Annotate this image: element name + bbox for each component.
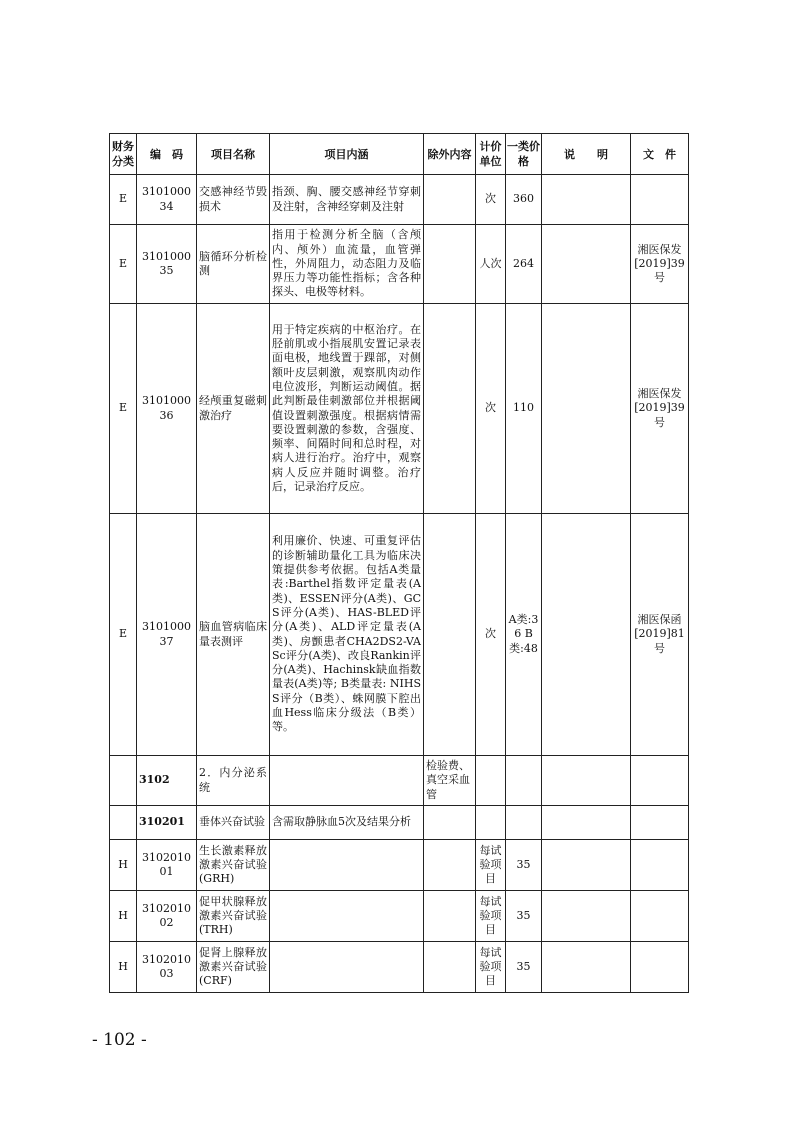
content-cell: 含需取静脉血5次及结果分析 [270, 806, 424, 840]
code-cell: 310201002 [137, 891, 197, 942]
code-cell: 310100035 [137, 225, 197, 304]
table-row [110, 304, 689, 514]
content-cell [270, 891, 424, 942]
price-cell: A类:36 B类:48 [506, 514, 542, 756]
category-cell: H [110, 840, 137, 891]
unit-cell: 每试验项目 [476, 942, 506, 993]
unit-cell: 次 [476, 175, 506, 225]
code-cell: 3102 [137, 756, 197, 806]
name-cell: 交感神经节毁损术 [197, 175, 270, 225]
note-cell [542, 891, 631, 942]
page-number: - 102 - [92, 1030, 147, 1050]
unit-cell: 次 [476, 304, 506, 514]
note-cell [542, 514, 631, 756]
excluded-cell [424, 514, 476, 756]
category-cell: H [110, 891, 137, 942]
name-cell: 垂体兴奋试验 [197, 806, 270, 840]
table-row [110, 514, 689, 756]
code-cell: 310201 [137, 806, 197, 840]
price-cell [506, 806, 542, 840]
price-cell: 110 [506, 304, 542, 514]
note-cell [542, 304, 631, 514]
note-cell [542, 840, 631, 891]
header-price: 一类价格 [506, 134, 542, 175]
category-cell: E [110, 225, 137, 304]
header-excluded: 除外内容 [424, 134, 476, 175]
document-cell [631, 942, 689, 993]
excluded-cell [424, 891, 476, 942]
price-cell: 35 [506, 840, 542, 891]
content-cell: 指用于检测分析全脑（含颅内、颅外）血流量，血管弹性，外周阻力，动态阻力及临界压力等功能性指标；含各种探头、电极等材料。 [270, 225, 424, 304]
excluded-cell [424, 942, 476, 993]
note-cell [542, 225, 631, 304]
excluded-cell [424, 840, 476, 891]
price-cell [506, 756, 542, 806]
excluded-cell: 检验费、真空采血管 [424, 756, 476, 806]
code-cell: 310100036 [137, 304, 197, 514]
table-header-row [110, 134, 689, 175]
unit-cell [476, 806, 506, 840]
name-cell: 2．内分泌系统 [197, 756, 270, 806]
content-cell [270, 840, 424, 891]
document-cell [631, 891, 689, 942]
content-cell [270, 756, 424, 806]
note-cell [542, 175, 631, 225]
unit-cell: 人次 [476, 225, 506, 304]
name-cell: 促甲状腺释放激素兴奋试验(TRH) [197, 891, 270, 942]
name-cell: 促肾上腺释放激素兴奋试验(CRF) [197, 942, 270, 993]
document-cell: 湘医保函[2019]81号 [631, 514, 689, 756]
table-row [110, 840, 689, 891]
name-cell: 经颅重复磁刺激治疗 [197, 304, 270, 514]
header-code: 编 码 [137, 134, 197, 175]
name-cell: 生长激素释放激素兴奋试验(GRH) [197, 840, 270, 891]
category-cell [110, 756, 137, 806]
excluded-cell [424, 225, 476, 304]
code-cell: 310201003 [137, 942, 197, 993]
header-name: 项目名称 [197, 134, 270, 175]
code-cell: 310100034 [137, 175, 197, 225]
category-cell: E [110, 514, 137, 756]
excluded-cell [424, 806, 476, 840]
note-cell [542, 806, 631, 840]
document-cell [631, 175, 689, 225]
unit-cell: 每试验项目 [476, 840, 506, 891]
document-cell [631, 756, 689, 806]
document-cell: 湘医保发[2019]39号 [631, 225, 689, 304]
table-row [110, 891, 689, 942]
table-row [110, 756, 689, 806]
category-cell: E [110, 304, 137, 514]
category-cell: E [110, 175, 137, 225]
price-cell: 264 [506, 225, 542, 304]
document-cell: 湘医保发[2019]39号 [631, 304, 689, 514]
table-row [110, 942, 689, 993]
name-cell: 脑血管病临床量表测评 [197, 514, 270, 756]
category-cell [110, 806, 137, 840]
unit-cell [476, 756, 506, 806]
price-cell: 360 [506, 175, 542, 225]
excluded-cell [424, 304, 476, 514]
name-cell: 脑循环分析检测 [197, 225, 270, 304]
header-unit: 计价单位 [476, 134, 506, 175]
excluded-cell [424, 175, 476, 225]
category-cell: H [110, 942, 137, 993]
content-cell [270, 942, 424, 993]
price-cell: 35 [506, 891, 542, 942]
header-note: 说 明 [542, 134, 631, 175]
document-cell [631, 806, 689, 840]
note-cell [542, 756, 631, 806]
table-row [110, 225, 689, 304]
header-content: 项目内涵 [270, 134, 424, 175]
header-category: 财务分类 [110, 134, 137, 175]
content-cell: 利用廉价、快速、可重复评估的诊断辅助量化工具为临床决策提供参考依据。包括A类量表:Barthel指数评定量表(A类)、ESSEN评分(A类)、GCS评分(A类)、HAS-BLED评分(A类)、ALD评定量表(A类)、房颤患者CHA2DS2-VASc评分(A类)、改良Rankin评分(A类)、Hachinsk缺血指数量表(A类)等; B类量表: NIHSS评分（B类）、蛛网膜下腔出血Hess临床分级法（B类）等。 [270, 514, 424, 756]
content-cell: 用于特定疾病的中枢治疗。在胫前肌或小指展肌安置记录表面电极，地线置于踝部，对侧额叶皮层刺激，观察肌肉动作电位波形，判断运动阈值。据此判断最佳刺激部位并根据阈值设置刺激强度。根据病情需要设置刺激的参数，含强度、频率、间隔时间和总时程，对病人进行治疗。治疗中，观察病人反应并随时调整。治疗后，记录治疗反应。 [270, 304, 424, 514]
content-cell: 指颈、胸、腰交感神经节穿刺及注射，含神经穿刺及注射 [270, 175, 424, 225]
unit-cell: 每试验项目 [476, 891, 506, 942]
table-row [110, 806, 689, 840]
unit-cell: 次 [476, 514, 506, 756]
price-cell: 35 [506, 942, 542, 993]
fee-schedule-table [109, 133, 689, 993]
header-document: 文 件 [631, 134, 689, 175]
document-cell [631, 840, 689, 891]
code-cell: 310100037 [137, 514, 197, 756]
note-cell [542, 942, 631, 993]
code-cell: 310201001 [137, 840, 197, 891]
table-row [110, 175, 689, 225]
